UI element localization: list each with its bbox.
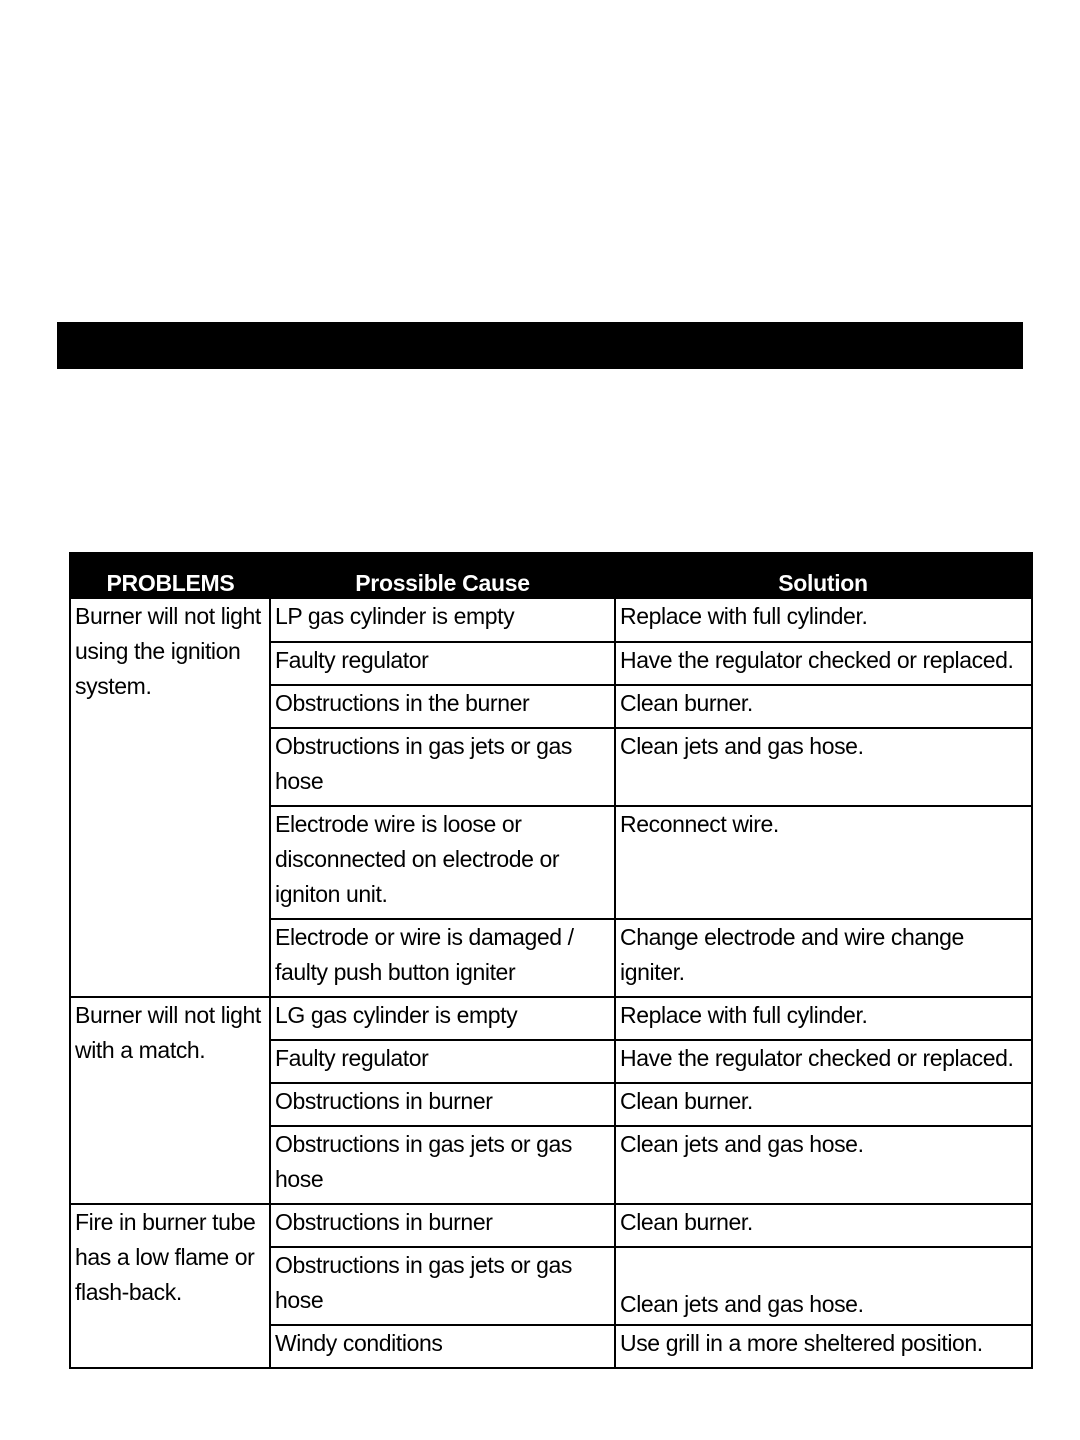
cause-cell: Windy conditions (270, 1325, 615, 1368)
problem-cell: Burner will not light using the ignition system. (70, 599, 270, 997)
solution-cell: Replace with full cylinder. (615, 997, 1032, 1040)
solution-cell: Clean jets and gas hose. (615, 728, 1032, 806)
solution-cell: Replace with full cylinder. (615, 599, 1032, 642)
cause-cell: Obstructions in burner (270, 1083, 615, 1126)
solution-cell: Have the regulator checked or replaced. (615, 1040, 1032, 1083)
table-row (70, 599, 1032, 642)
cause-cell: LG gas cylinder is empty (270, 997, 615, 1040)
table-header-row (70, 553, 1032, 599)
solution-cell: Clean burner. (615, 1204, 1032, 1247)
problem-cell: Fire in burner tube has a low flame or flash-back. (70, 1204, 270, 1368)
cause-cell: Obstructions in gas jets or gas hose (270, 1247, 615, 1325)
cause-cell: LP gas cylinder is empty (270, 599, 615, 642)
solution-cell: Reconnect wire. (615, 806, 1032, 919)
troubleshooting-table (69, 552, 1033, 1369)
solution-cell: Clean burner. (615, 685, 1032, 728)
section-header-bar (57, 322, 1023, 369)
header-problems: PROBLEMS (70, 553, 270, 599)
cause-cell: Obstructions in burner (270, 1204, 615, 1247)
cause-cell: Obstructions in gas jets or gas hose (270, 1126, 615, 1204)
table-row (70, 997, 1032, 1040)
cause-cell: Obstructions in gas jets or gas hose (270, 728, 615, 806)
solution-cell: Clean burner. (615, 1083, 1032, 1126)
cause-cell: Faulty regulator (270, 642, 615, 685)
solution-cell: Clean jets and gas hose. (615, 1126, 1032, 1204)
solution-cell: Use grill in a more sheltered position. (615, 1325, 1032, 1368)
cause-cell: Obstructions in the burner (270, 685, 615, 728)
header-possible-cause: Prossible Cause (270, 553, 615, 599)
problem-cell: Burner will not light with a match. (70, 997, 270, 1204)
solution-cell: Clean jets and gas hose. (615, 1247, 1032, 1325)
cause-cell: Electrode or wire is damaged / faulty push button igniter (270, 919, 615, 997)
solution-cell: Have the regulator checked or replaced. (615, 642, 1032, 685)
table-row (70, 1204, 1032, 1247)
cause-cell: Faulty regulator (270, 1040, 615, 1083)
cause-cell: Electrode wire is loose or disconnected on electrode or igniton unit. (270, 806, 615, 919)
header-solution: Solution (615, 553, 1032, 599)
solution-cell: Change electrode and wire change igniter. (615, 919, 1032, 997)
